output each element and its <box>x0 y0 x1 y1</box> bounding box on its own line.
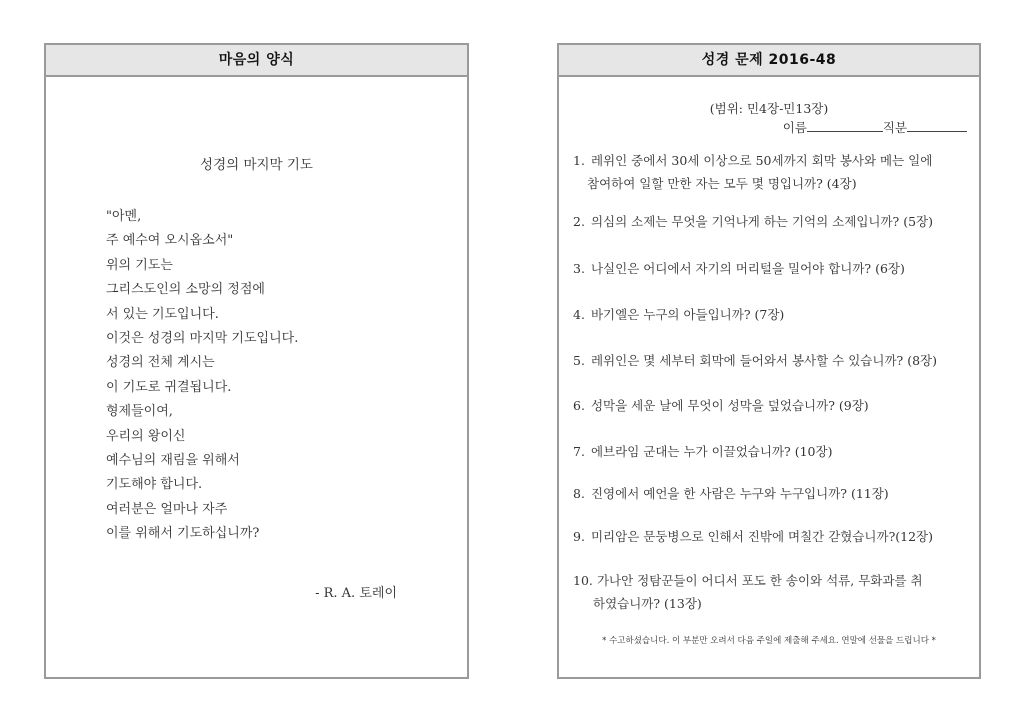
question-number: 9. <box>573 529 585 544</box>
poem-line: 형제들이여, <box>106 404 173 420</box>
poem-title: 성경의 마지막 기도 <box>200 157 313 173</box>
question-item <box>573 525 967 548</box>
question-text: 가나안 정탐꾼들이 어디서 포도 한 송이와 석류, 무화과를 취 <box>596 573 923 588</box>
quiz-footer-note: * 수고하셨습니다. 이 부분만 오려서 다음 주일에 제출해 주세요. 연말에 선물을 드립니다 * <box>602 636 936 646</box>
poem-line: 서 있는 기도입니다. <box>106 306 219 322</box>
quiz-panel <box>557 43 981 679</box>
poem-line: 그리스도인의 소망의 정점에 <box>106 282 265 298</box>
poem-line: 성경의 전체 계시는 <box>106 355 215 371</box>
devotional-header: 마음의 양식 <box>46 45 467 77</box>
question-number: 2. <box>573 214 585 229</box>
poem-line: "아멘, <box>106 209 142 224</box>
question-item <box>573 482 967 505</box>
question-number: 6. <box>573 398 585 413</box>
question-number: 7. <box>573 444 585 459</box>
question-text-cont: 하였습니까? (13장) <box>593 596 702 611</box>
question-item <box>573 257 967 280</box>
question-number: 8. <box>573 486 585 501</box>
name-blank[interactable] <box>807 119 883 132</box>
question-item <box>573 303 967 326</box>
question-number: 10. <box>573 573 593 588</box>
question-text: 성막을 세운 날에 무엇이 성막을 덮었습니까? (9장) <box>590 398 869 413</box>
question-item <box>573 210 967 233</box>
poem-line: 예수님의 재림을 위해서 <box>106 452 240 468</box>
question-text: 나실인은 어디에서 자기의 머리털을 밀어야 합니까? (6장) <box>590 261 905 276</box>
devotional-panel <box>44 43 469 679</box>
poem-line: 이것은 성경의 마지막 기도입니다. <box>106 330 299 346</box>
question-number: 4. <box>573 307 585 322</box>
question-number: 5. <box>573 353 585 368</box>
poem-line: 이를 위해서 기도하십니까? <box>106 526 260 542</box>
poem-line: 우리의 왕이신 <box>106 428 186 444</box>
role-label: 직분 <box>882 120 907 135</box>
poem-line: 여러분은 얼마나 자주 <box>106 501 228 517</box>
question-text: 의심의 소제는 무엇을 기억나게 하는 기억의 소제입니까? (5장) <box>590 214 934 229</box>
poem-line: 위의 기도는 <box>106 257 173 273</box>
question-text: 에브라임 군대는 누가 이끌었습니까? (10장) <box>590 444 833 459</box>
question-text: 바기엘은 누구의 아들입니까? (7장) <box>590 307 785 322</box>
question-number: 1. <box>573 153 585 168</box>
question-text: 미리암은 문둥병으로 인해서 진밖에 며칠간 갇혔습니까?(12장) <box>590 529 934 544</box>
role-blank[interactable] <box>907 119 967 132</box>
quiz-range: (범위: 민4장-민13장) <box>709 101 829 116</box>
quiz-header: 성경 문제 2016-48 <box>559 45 979 77</box>
poem-author: - R. A. 토레이 <box>315 586 397 601</box>
poem-lines <box>106 205 446 546</box>
question-item <box>573 349 967 372</box>
question-item <box>573 149 967 195</box>
name-label: 이름 <box>782 120 807 135</box>
poem-line: 이 기도로 귀결됩니다. <box>106 379 232 395</box>
question-text: 레위인 중에서 30세 이상으로 50세까지 회막 봉사와 메는 일에 <box>590 153 933 168</box>
question-item <box>573 394 967 417</box>
question-item <box>573 569 967 615</box>
poem-line: 기도해야 합니다. <box>106 477 203 493</box>
question-text: 레위인은 몇 세부터 회막에 들어와서 봉사할 수 있습니까? (8장) <box>590 353 937 368</box>
poem-line: 주 예수여 오시옵소서" <box>106 233 234 249</box>
question-text-cont: 참여하여 일할 만한 자는 모두 몇 명입니까? (4장) <box>587 176 857 191</box>
question-item <box>573 440 967 463</box>
name-role-line <box>783 118 967 136</box>
question-text: 진영에서 예언을 한 사람은 누구와 누구입니까? (11장) <box>590 486 889 501</box>
question-number: 3. <box>573 261 585 276</box>
